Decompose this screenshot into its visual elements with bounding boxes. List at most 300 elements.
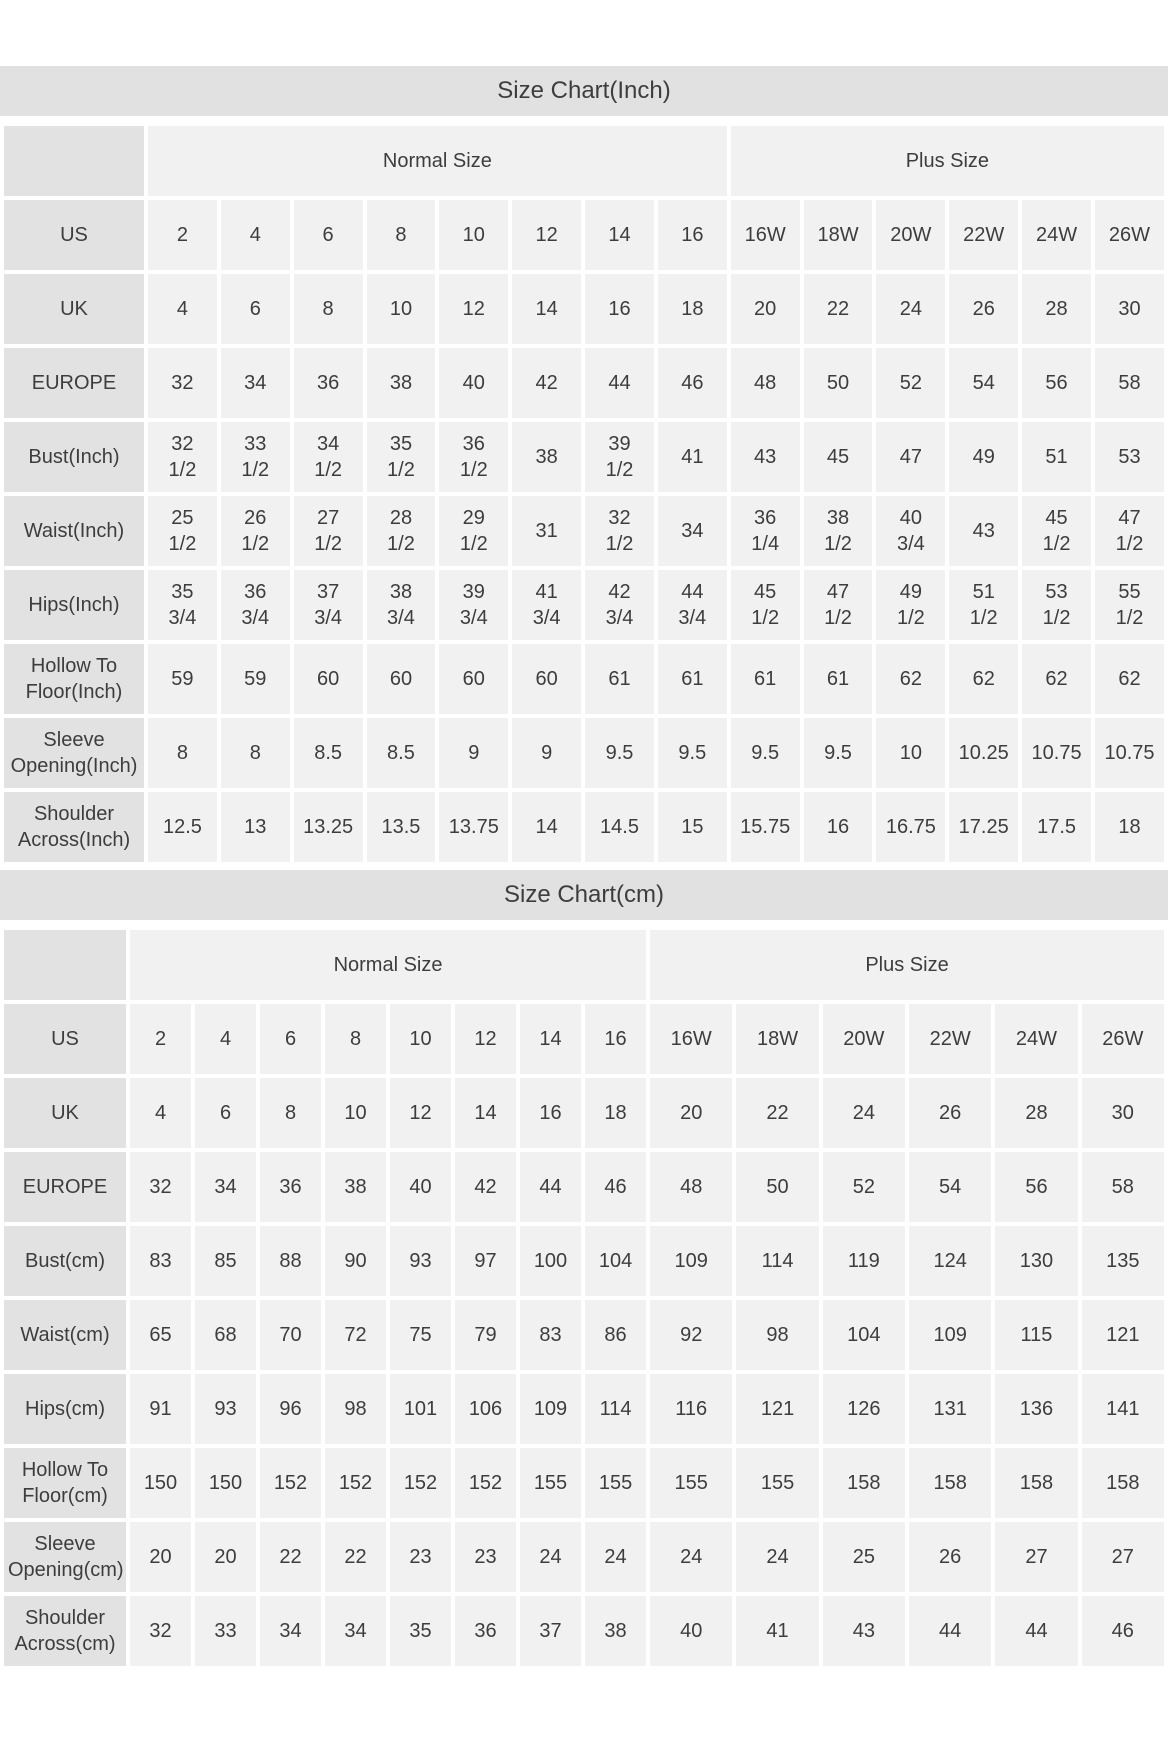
size-chart-inch-title: Size Chart(Inch)	[0, 66, 1168, 116]
size-cell: 26	[949, 274, 1018, 344]
size-cell: 28	[995, 1078, 1077, 1148]
row-header: US	[4, 200, 144, 270]
size-cell: 10	[325, 1078, 386, 1148]
table-row	[4, 1374, 1164, 1444]
size-cell: 23	[390, 1522, 451, 1592]
size-cell: 37 3/4	[294, 570, 363, 640]
size-cell: 42	[455, 1152, 516, 1222]
size-cell: 8.5	[367, 718, 436, 788]
size-cell: 98	[325, 1374, 386, 1444]
size-cell: 121	[736, 1374, 818, 1444]
size-chart-cm-table	[0, 926, 1168, 1670]
table-row	[4, 1596, 1164, 1666]
size-cell: 97	[455, 1226, 516, 1296]
size-cell: 18	[585, 1078, 646, 1148]
size-cell: 46	[658, 348, 727, 418]
table-row	[4, 1152, 1164, 1222]
size-cell: 2	[130, 1004, 191, 1074]
size-cell: 26 1/2	[221, 496, 290, 566]
row-header: Bust(cm)	[4, 1226, 126, 1296]
size-cell: 24	[823, 1078, 905, 1148]
group-header-row	[4, 126, 1164, 196]
size-cell: 35 1/2	[367, 422, 436, 492]
size-cell: 114	[585, 1374, 646, 1444]
size-cell: 23	[455, 1522, 516, 1592]
size-cell: 9.5	[658, 718, 727, 788]
size-cell: 155	[520, 1448, 581, 1518]
size-cell: 50	[804, 348, 873, 418]
size-cell: 62	[949, 644, 1018, 714]
size-cell: 62	[1095, 644, 1164, 714]
size-cell: 152	[390, 1448, 451, 1518]
size-cell: 20	[195, 1522, 256, 1592]
size-cell: 14	[520, 1004, 581, 1074]
size-cell: 31	[512, 496, 581, 566]
size-cell: 26W	[1095, 200, 1164, 270]
size-cell: 62	[1022, 644, 1091, 714]
size-cell: 34	[195, 1152, 256, 1222]
table-row	[4, 496, 1164, 566]
row-header: Hollow To Floor(Inch)	[4, 644, 144, 714]
size-chart-cm-section	[0, 870, 1168, 1670]
table-row	[4, 1004, 1164, 1074]
size-cell: 96	[260, 1374, 321, 1444]
row-header: Waist(cm)	[4, 1300, 126, 1370]
size-cell: 75	[390, 1300, 451, 1370]
size-cell: 45 1/2	[1022, 496, 1091, 566]
group-header-plus-size: Plus Size	[731, 126, 1164, 196]
size-cell: 20	[650, 1078, 732, 1148]
size-cell: 9.5	[731, 718, 800, 788]
size-cell: 135	[1082, 1226, 1164, 1296]
row-header: Hips(Inch)	[4, 570, 144, 640]
size-cell: 4	[195, 1004, 256, 1074]
row-header: UK	[4, 274, 144, 344]
size-cell: 26W	[1082, 1004, 1164, 1074]
size-cell: 104	[585, 1226, 646, 1296]
size-cell: 22W	[909, 1004, 991, 1074]
row-header: Waist(Inch)	[4, 496, 144, 566]
size-cell: 12.5	[148, 792, 217, 862]
size-cell: 10	[390, 1004, 451, 1074]
size-cell: 38	[367, 348, 436, 418]
size-cell: 44	[995, 1596, 1077, 1666]
size-cell: 158	[1082, 1448, 1164, 1518]
size-cell: 41	[736, 1596, 818, 1666]
size-cell: 152	[455, 1448, 516, 1518]
size-cell: 26	[909, 1522, 991, 1592]
size-cell: 150	[195, 1448, 256, 1518]
size-cell: 124	[909, 1226, 991, 1296]
size-cell: 17.25	[949, 792, 1018, 862]
size-cell: 4	[130, 1078, 191, 1148]
size-cell: 10.25	[949, 718, 1018, 788]
size-cell: 41 3/4	[512, 570, 581, 640]
size-cell: 59	[221, 644, 290, 714]
size-cell: 90	[325, 1226, 386, 1296]
size-cell: 61	[585, 644, 654, 714]
size-cell: 16	[585, 1004, 646, 1074]
size-cell: 12	[390, 1078, 451, 1148]
size-cell: 15.75	[731, 792, 800, 862]
size-cell: 8	[325, 1004, 386, 1074]
size-cell: 49	[949, 422, 1018, 492]
size-cell: 39 1/2	[585, 422, 654, 492]
size-cell: 141	[1082, 1374, 1164, 1444]
size-cell: 20W	[823, 1004, 905, 1074]
size-cell: 27	[1082, 1522, 1164, 1592]
size-cell: 47 1/2	[804, 570, 873, 640]
table-row	[4, 422, 1164, 492]
size-cell: 24	[736, 1522, 818, 1592]
size-cell: 58	[1095, 348, 1164, 418]
row-header: Sleeve Opening(cm)	[4, 1522, 126, 1592]
size-cell: 8	[294, 274, 363, 344]
size-cell: 119	[823, 1226, 905, 1296]
size-cell: 10.75	[1095, 718, 1164, 788]
table-row	[4, 1522, 1164, 1592]
size-cell: 88	[260, 1226, 321, 1296]
size-cell: 18	[658, 274, 727, 344]
row-header: Bust(Inch)	[4, 422, 144, 492]
size-cell: 131	[909, 1374, 991, 1444]
size-cell: 28	[1022, 274, 1091, 344]
size-cell: 109	[520, 1374, 581, 1444]
size-cell: 41	[658, 422, 727, 492]
size-cell: 83	[130, 1226, 191, 1296]
size-cell: 52	[876, 348, 945, 418]
size-cell: 9.5	[585, 718, 654, 788]
size-cell: 9	[512, 718, 581, 788]
size-cell: 79	[455, 1300, 516, 1370]
size-cell: 22	[260, 1522, 321, 1592]
size-cell: 136	[995, 1374, 1077, 1444]
size-cell: 36 1/2	[439, 422, 508, 492]
size-cell: 86	[585, 1300, 646, 1370]
size-cell: 10	[439, 200, 508, 270]
size-cell: 24	[650, 1522, 732, 1592]
size-chart-inch-section	[0, 66, 1168, 866]
size-cell: 51	[1022, 422, 1091, 492]
table-row	[4, 644, 1164, 714]
size-cell: 43	[731, 422, 800, 492]
size-cell: 93	[390, 1226, 451, 1296]
size-cell: 65	[130, 1300, 191, 1370]
size-cell: 45	[804, 422, 873, 492]
size-cell: 91	[130, 1374, 191, 1444]
size-cell: 36 3/4	[221, 570, 290, 640]
size-cell: 14	[512, 792, 581, 862]
size-cell: 29 1/2	[439, 496, 508, 566]
size-cell: 22	[325, 1522, 386, 1592]
size-cell: 53	[1095, 422, 1164, 492]
size-cell: 20	[130, 1522, 191, 1592]
size-cell: 17.5	[1022, 792, 1091, 862]
size-cell: 10	[367, 274, 436, 344]
size-cell: 33	[195, 1596, 256, 1666]
size-cell: 32	[130, 1596, 191, 1666]
size-cell: 18W	[804, 200, 873, 270]
size-cell: 40 3/4	[876, 496, 945, 566]
table-row	[4, 200, 1164, 270]
group-header-normal-size: Normal Size	[130, 930, 646, 1000]
table-row	[4, 348, 1164, 418]
size-cell: 36	[260, 1152, 321, 1222]
size-cell: 93	[195, 1374, 256, 1444]
size-cell: 16W	[650, 1004, 732, 1074]
size-cell: 47 1/2	[1095, 496, 1164, 566]
size-cell: 6	[294, 200, 363, 270]
size-cell: 109	[909, 1300, 991, 1370]
size-cell: 6	[221, 274, 290, 344]
size-cell: 55 1/2	[1095, 570, 1164, 640]
size-cell: 61	[804, 644, 873, 714]
size-cell: 40	[650, 1596, 732, 1666]
row-header: Sleeve Opening(Inch)	[4, 718, 144, 788]
size-cell: 13.75	[439, 792, 508, 862]
size-cell: 33 1/2	[221, 422, 290, 492]
size-cell: 43	[949, 496, 1018, 566]
table-row	[4, 792, 1164, 862]
size-cell: 16	[658, 200, 727, 270]
size-cell: 53 1/2	[1022, 570, 1091, 640]
table-row	[4, 274, 1164, 344]
size-cell: 34	[325, 1596, 386, 1666]
size-chart-inch-table	[0, 122, 1168, 866]
size-cell: 9.5	[804, 718, 873, 788]
size-cell: 44	[909, 1596, 991, 1666]
size-cell: 6	[195, 1078, 256, 1148]
size-cell: 83	[520, 1300, 581, 1370]
size-cell: 44	[520, 1152, 581, 1222]
size-cell: 16	[520, 1078, 581, 1148]
row-header: Shoulder Across(Inch)	[4, 792, 144, 862]
size-cell: 36	[455, 1596, 516, 1666]
size-cell: 8.5	[294, 718, 363, 788]
group-header-row	[4, 930, 1164, 1000]
size-cell: 60	[512, 644, 581, 714]
table-row	[4, 1448, 1164, 1518]
size-cell: 40	[390, 1152, 451, 1222]
size-cell: 20W	[876, 200, 945, 270]
size-cell: 52	[823, 1152, 905, 1222]
size-cell: 58	[1082, 1152, 1164, 1222]
size-cell: 26	[909, 1078, 991, 1148]
table-row	[4, 718, 1164, 788]
size-cell: 32 1/2	[585, 496, 654, 566]
size-cell: 155	[585, 1448, 646, 1518]
row-header: EUROPE	[4, 348, 144, 418]
row-header: UK	[4, 1078, 126, 1148]
size-cell: 56	[1022, 348, 1091, 418]
size-cell: 60	[294, 644, 363, 714]
size-cell: 47	[876, 422, 945, 492]
size-cell: 12	[439, 274, 508, 344]
size-cell: 155	[650, 1448, 732, 1518]
size-cell: 10.75	[1022, 718, 1091, 788]
size-cell: 8	[367, 200, 436, 270]
size-cell: 8	[221, 718, 290, 788]
size-cell: 16W	[731, 200, 800, 270]
row-header: EUROPE	[4, 1152, 126, 1222]
size-cell: 38	[512, 422, 581, 492]
corner-cell	[4, 126, 144, 196]
size-cell: 48	[650, 1152, 732, 1222]
size-cell: 27	[995, 1522, 1077, 1592]
size-cell: 24	[876, 274, 945, 344]
size-cell: 150	[130, 1448, 191, 1518]
group-header-normal-size: Normal Size	[148, 126, 727, 196]
size-cell: 152	[260, 1448, 321, 1518]
size-cell: 9	[439, 718, 508, 788]
size-cell: 116	[650, 1374, 732, 1444]
row-header: US	[4, 1004, 126, 1074]
row-header: Hips(cm)	[4, 1374, 126, 1444]
size-cell: 13	[221, 792, 290, 862]
size-cell: 16	[585, 274, 654, 344]
size-cell: 51 1/2	[949, 570, 1018, 640]
size-cell: 27 1/2	[294, 496, 363, 566]
size-cell: 6	[260, 1004, 321, 1074]
size-cell: 61	[658, 644, 727, 714]
size-cell: 34	[221, 348, 290, 418]
size-cell: 109	[650, 1226, 732, 1296]
size-cell: 36	[294, 348, 363, 418]
table-row	[4, 1226, 1164, 1296]
size-cell: 38 3/4	[367, 570, 436, 640]
size-cell: 18	[1095, 792, 1164, 862]
size-cell: 14	[585, 200, 654, 270]
size-cell: 100	[520, 1226, 581, 1296]
size-cell: 32	[148, 348, 217, 418]
size-cell: 44 3/4	[658, 570, 727, 640]
size-cell: 32	[130, 1152, 191, 1222]
size-cell: 101	[390, 1374, 451, 1444]
size-cell: 24W	[1022, 200, 1091, 270]
table-row	[4, 1300, 1164, 1370]
size-cell: 70	[260, 1300, 321, 1370]
size-cell: 56	[995, 1152, 1077, 1222]
size-cell: 4	[148, 274, 217, 344]
size-cell: 46	[585, 1152, 646, 1222]
size-cell: 14	[512, 274, 581, 344]
size-cell: 22W	[949, 200, 1018, 270]
size-cell: 25 1/2	[148, 496, 217, 566]
size-cell: 45 1/2	[731, 570, 800, 640]
size-cell: 34	[658, 496, 727, 566]
size-cell: 22	[804, 274, 873, 344]
size-cell: 85	[195, 1226, 256, 1296]
size-cell: 158	[995, 1448, 1077, 1518]
size-cell: 24W	[995, 1004, 1077, 1074]
size-cell: 50	[736, 1152, 818, 1222]
size-cell: 28 1/2	[367, 496, 436, 566]
size-cell: 8	[260, 1078, 321, 1148]
size-cell: 60	[367, 644, 436, 714]
size-cell: 115	[995, 1300, 1077, 1370]
size-cell: 121	[1082, 1300, 1164, 1370]
size-cell: 54	[949, 348, 1018, 418]
size-cell: 158	[909, 1448, 991, 1518]
size-cell: 12	[512, 200, 581, 270]
size-cell: 38	[325, 1152, 386, 1222]
size-cell: 152	[325, 1448, 386, 1518]
size-cell: 30	[1095, 274, 1164, 344]
size-cell: 62	[876, 644, 945, 714]
size-cell: 38 1/2	[804, 496, 873, 566]
size-cell: 16	[804, 792, 873, 862]
size-cell: 114	[736, 1226, 818, 1296]
size-cell: 25	[823, 1522, 905, 1592]
size-cell: 20	[731, 274, 800, 344]
size-cell: 40	[439, 348, 508, 418]
size-cell: 34	[260, 1596, 321, 1666]
size-cell: 8	[148, 718, 217, 788]
size-cell: 158	[823, 1448, 905, 1518]
size-cell: 104	[823, 1300, 905, 1370]
size-cell: 130	[995, 1226, 1077, 1296]
size-cell: 14.5	[585, 792, 654, 862]
size-cell: 126	[823, 1374, 905, 1444]
size-cell: 38	[585, 1596, 646, 1666]
size-cell: 2	[148, 200, 217, 270]
table-row	[4, 570, 1164, 640]
size-cell: 15	[658, 792, 727, 862]
size-cell: 42 3/4	[585, 570, 654, 640]
size-cell: 42	[512, 348, 581, 418]
size-cell: 48	[731, 348, 800, 418]
size-cell: 43	[823, 1596, 905, 1666]
size-cell: 34 1/2	[294, 422, 363, 492]
size-cell: 35 3/4	[148, 570, 217, 640]
corner-cell	[4, 930, 126, 1000]
row-header: Shoulder Across(cm)	[4, 1596, 126, 1666]
size-cell: 61	[731, 644, 800, 714]
size-cell: 30	[1082, 1078, 1164, 1148]
size-cell: 10	[876, 718, 945, 788]
size-cell: 14	[455, 1078, 516, 1148]
size-cell: 22	[736, 1078, 818, 1148]
size-cell: 68	[195, 1300, 256, 1370]
size-cell: 59	[148, 644, 217, 714]
size-cell: 72	[325, 1300, 386, 1370]
size-cell: 54	[909, 1152, 991, 1222]
size-cell: 16.75	[876, 792, 945, 862]
size-cell: 98	[736, 1300, 818, 1370]
size-cell: 24	[585, 1522, 646, 1592]
size-cell: 13.5	[367, 792, 436, 862]
size-chart-cm-title: Size Chart(cm)	[0, 870, 1168, 920]
row-header: Hollow To Floor(cm)	[4, 1448, 126, 1518]
size-cell: 35	[390, 1596, 451, 1666]
table-row	[4, 1078, 1164, 1148]
size-cell: 106	[455, 1374, 516, 1444]
size-cell: 37	[520, 1596, 581, 1666]
group-header-plus-size: Plus Size	[650, 930, 1164, 1000]
size-cell: 32 1/2	[148, 422, 217, 492]
size-cell: 44	[585, 348, 654, 418]
size-cell: 49 1/2	[876, 570, 945, 640]
size-cell: 12	[455, 1004, 516, 1074]
size-cell: 46	[1082, 1596, 1164, 1666]
size-cell: 60	[439, 644, 508, 714]
size-cell: 36 1/4	[731, 496, 800, 566]
size-cell: 13.25	[294, 792, 363, 862]
size-cell: 155	[736, 1448, 818, 1518]
size-cell: 24	[520, 1522, 581, 1592]
size-cell: 4	[221, 200, 290, 270]
size-cell: 92	[650, 1300, 732, 1370]
